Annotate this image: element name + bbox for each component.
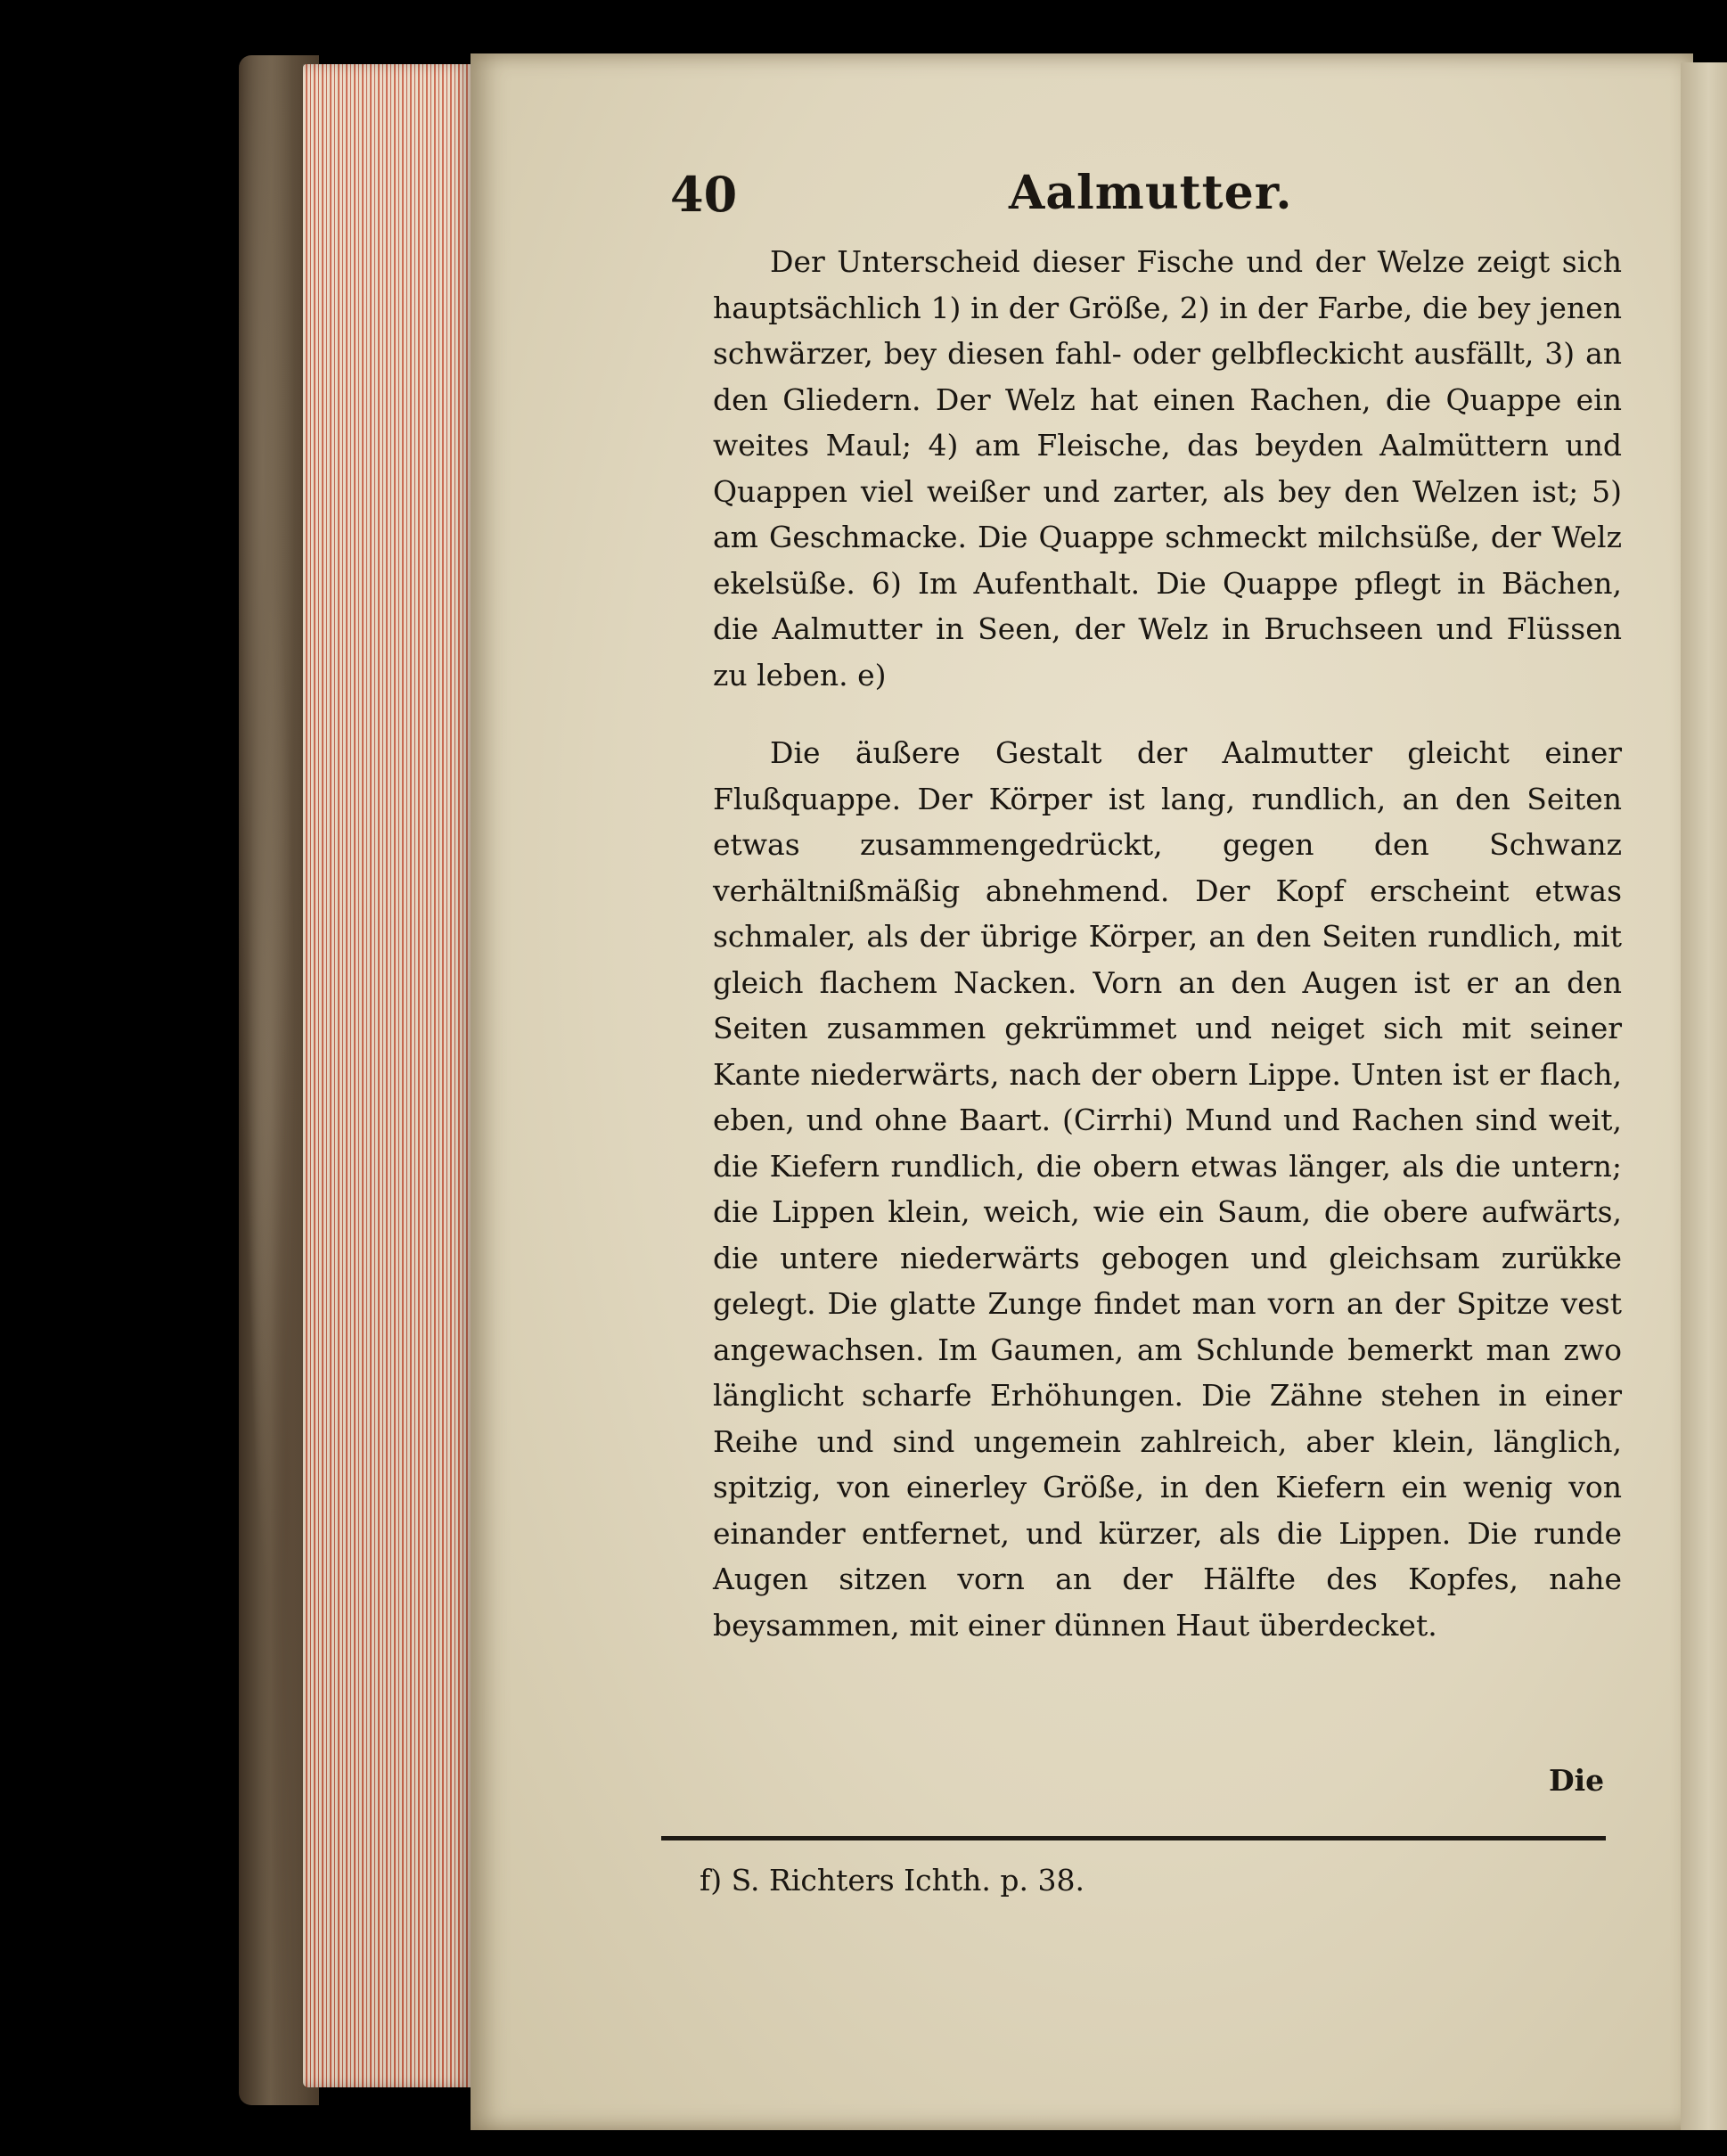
page-edges [303, 64, 472, 2087]
next-page-edge [1681, 62, 1727, 2130]
page-number: 40 [670, 166, 738, 223]
running-head: Aalmutter. [1009, 166, 1293, 220]
body-text [713, 239, 1622, 1648]
footnote: f) S. Richters Ichth. p. 38. [700, 1863, 1084, 1898]
page-header [670, 166, 1606, 237]
paragraph-gap [713, 698, 1622, 730]
paragraph-1: Der Unterscheid dieser Fische und der Welze zeigt sich hauptsächlich 1) in der Größe, 2) in der Farbe, die bey jenen schwärzer, bey diesen fahl- oder gelbfleckicht ausfällt, 3) an den Gliedern. Der Welz hat einen Rachen, die Quappe ein weites Maul; 4) am Fleische, das beyden Aalmüttern und Quappen viel weißer und zarter, als bey den Welzen ist; 5) am Geschmacke. Die Quappe schmeckt milchsüße, der Welz ekelsüße. 6) Im Aufenthalt. Die Quappe pflegt in Bächen, die Aalmutter in Seen, der Welz in Bruchseen und Flüssen zu leben. e) [713, 244, 1622, 693]
catchword: Die [1549, 1763, 1605, 1798]
paragraph-2: Die äußere Gestalt der Aalmutter gleicht einer Flußquappe. Der Körper ist lang, rundlich, an den Seiten etwas zusammengedrückt, gegen den Schwanz verhältnißmäßig abnehmend. Der Kopf erscheint etwas schmaler, als der übrige Körper, an den Seiten rundlich, mit gleich flachem Nacken. Vorn an den Augen ist er an den Seiten zusammen gekrümmet und neiget sich mit seiner Kante niederwärts, nach der obern Lippe. Unten ist er flach, eben, und ohne Baart. (Cirrhi) Mund und Rachen sind weit, die Kiefern rundlich, die obern etwas länger, als die untern; die Lippen klein, weich, wie ein Saum, die obere aufwärts, die untere niederwärts gebogen und gleichsam zurükke gelegt. Die glatte Zunge findet man vorn an der Spitze vest angewachsen. Im Gaumen, am Schlunde bemerkt man zwo länglicht scharfe Erhöhungen. Die Zähne stehen in einer Reihe und sind ungemein zahlreich, aber klein, länglich, spitzig, von einerley Größe, in den Kiefern ein wenig von einander entfernet, und kürzer, als die Lippen. Die runde Augen sitzen vorn an der Hälfte des Kopfes, nahe beysammen, mit einer dünnen Haut überdecket. [713, 735, 1622, 1643]
footnote-rule [661, 1836, 1606, 1840]
